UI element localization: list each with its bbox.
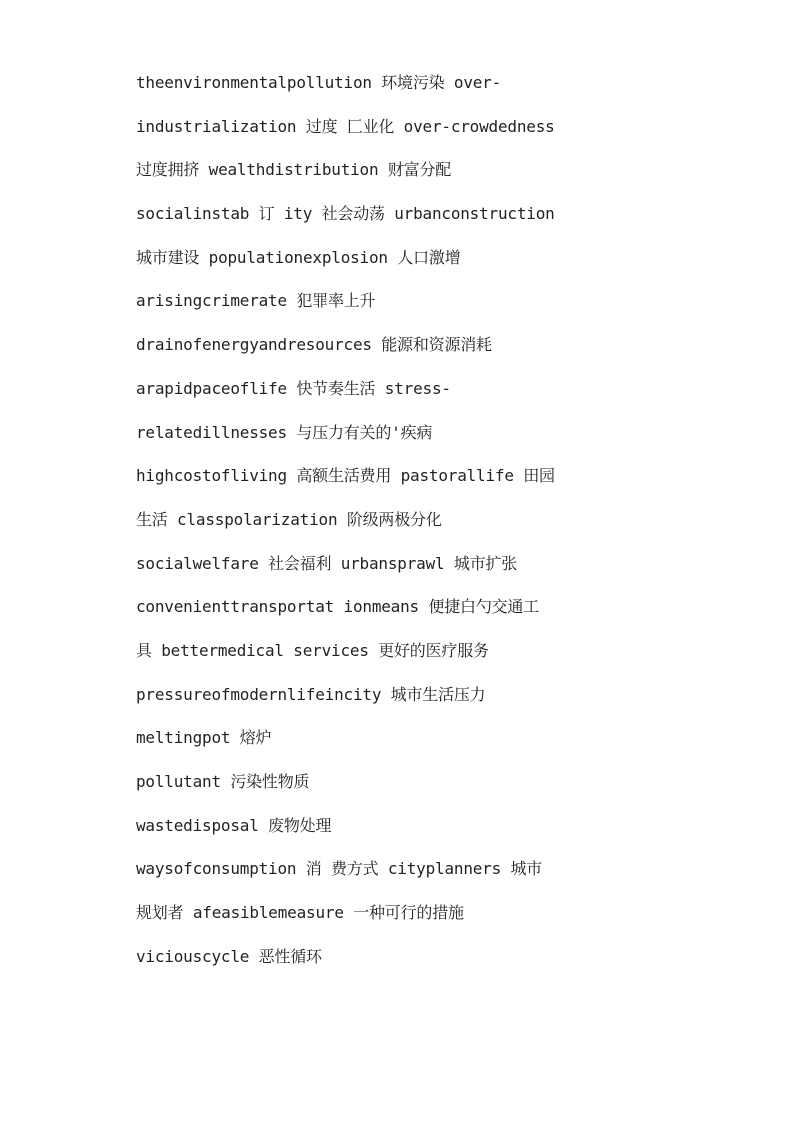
text-line: meltingpot 熔炉 [136, 728, 272, 748]
text-line: socialinstab 订 ity 社会动荡 urbanconstruction [136, 204, 555, 224]
text-line: socialwelfare 社会福利 urbansprawl 城市扩张 [136, 553, 518, 573]
text-line: waysofconsumption 消 费方式 cityplanners 城市 [136, 859, 543, 879]
document-body [136, 68, 576, 985]
text-line: theenvironmentalpollution 环境污染 over- [136, 73, 502, 92]
text-line: relatedillnesses 与压力有关的'疾病 [136, 422, 433, 442]
text-line: convenienttransportat ionmeans 便捷白勺交通工 [136, 597, 540, 617]
text-line: industrialization 过度 匚业化 over-crowdedness [136, 116, 555, 136]
text-line: 生活 classpolarization 阶级两极分化 [136, 509, 442, 529]
text-line: arapidpaceoflife 快节奏生活 stress- [136, 378, 451, 398]
text-line: viciouscycle 恶性循环 [136, 946, 322, 966]
text-line: pressureofmodernlifeincity 城市生活压力 [136, 684, 486, 704]
text-line: 过度拥挤 wealthdistribution 财富分配 [136, 160, 452, 180]
text-line: 具 bettermedical services 更好的医疗服务 [136, 640, 489, 660]
text-line: drainofenergyandresources 能源和资源消耗 [136, 335, 492, 355]
text-line: 规划者 afeasiblemeasure 一种可行的措施 [136, 903, 464, 923]
text-line: arisingcrimerate 犯罪率上升 [136, 291, 376, 311]
text-line: highcostofliving 高额生活费用 pastorallife 田园 [136, 466, 555, 486]
text-line: wastedisposal 废物处理 [136, 815, 332, 835]
text-line: pollutant 污染性物质 [136, 772, 310, 791]
text-line: 城市建设 populationexplosion 人口激增 [136, 247, 461, 267]
